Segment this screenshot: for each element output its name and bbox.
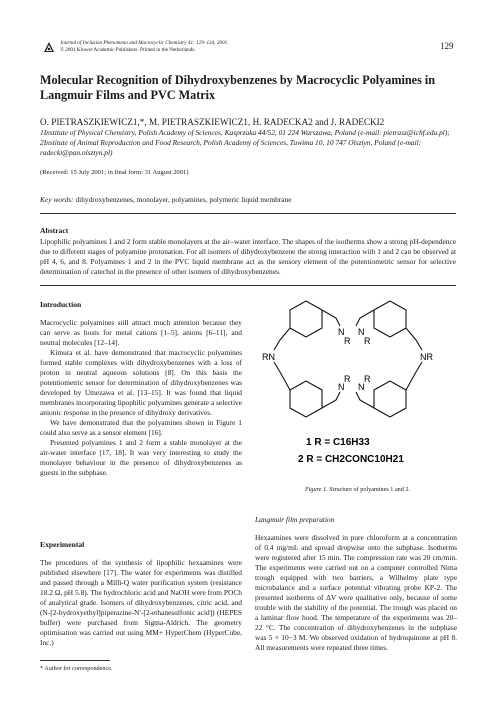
label-rn: RN xyxy=(262,352,275,362)
affiliations: 1Institute of Physical Chemistry, Polish Academy of Sciences, Kasprzaka 44/52, 01 224 Warszawa, Poland (e-mail: pietrasz@ichf.edu.pl); 2Institute of Animal Reproduction and Food Research, Polish Academy of Sciences, Tuwima 10, 10 747 Olsztyn, Poland (e-mail: radecki@pan.olsztyn.pl) xyxy=(40,128,450,157)
author-list: O. PIETRASZKIEWICZ1,*, M. PIETRASZKIEWICZ1, H. RADECKA2 and J. RADECKI2 xyxy=(40,117,385,127)
keywords-label: Key words: xyxy=(40,195,74,204)
intro-paragraph-2: Kimura et al. have demonstrated that macrocyclic polyamines formed stable complexes with dihydroxybenzenes with a loss of proton in neutral aqueous solutions [8]. On this basis the potentiometric sensor for determination of dihydroxybenzenes was developed by Umezawa et al. [13–15]. It was found that liquid membranes incorporating lipophilic polyamines generate a selective anionic response in the presence of dihydroxy derivatives. xyxy=(40,348,242,417)
figure-caption-text: Structure of polyamines 1 and 2. xyxy=(329,486,411,493)
figure-1-structure xyxy=(258,300,458,480)
macrocycle-skeleton xyxy=(274,301,422,417)
langmuir-paragraph-1: Hexaamines were dissolved in pure chloroform at a concentration of 0.4 mg/mL and spread dropwise onto the subphase. Isotherms were registered after 15 min. The compression rate was 20 cm/min. The experiments were carried out on a computer controlled Nima trough equipped with two barriers, a Wilhelmy plate type microbalance and a surface potential vibrating probe KP-2. The presented isotherms of ΔV were qualitative only, because of some trouble with the stability of the potential. The trough was placed on a laminar flow hood. The temperature of the experiments was 20–22 °C. The concentration of dihydroxybenzenes in the subphase was 5 × 10−3 M. We observed oxidation of hydroquinone at pH 8. All measurements were repeated three times. xyxy=(255,533,457,652)
experimental-paragraph-1: The procedures of the synthesis of lipophilic hexaamines were published elsewhere [17]. The water for experiments was distilled and passed through a Milli-Q water purification system (resistance 18.2 Ω, pH 5.8). The hydrochloric acid and NaOH were from POCh of analytical grade. Isomers of dihydroxybenzenes, citric acid, and (N-[2-hydroxyethyl]piperazine-N′-[2-ethanesulfonic acid]) (HEPES buffer) were purchased from Sigma-Aldrich. The geometry optimisation was carried out using MM+ HyperChem (HyperCube, Inc.) xyxy=(40,558,242,647)
label-nr: NR xyxy=(420,352,433,362)
page-number: 129 xyxy=(440,41,454,51)
label-n4: N xyxy=(358,382,365,392)
publisher-logo-icon xyxy=(42,40,56,54)
keywords-line xyxy=(40,195,460,204)
introduction-body xyxy=(40,318,242,478)
intro-paragraph-1: Macrocyclic polyamines still attract much attention because they can serve as hosts for metal cations [1–5], anions [6–11], and neutral molecules [12–14]. xyxy=(40,318,242,347)
label-r1: R xyxy=(344,336,351,346)
figure-caption-label: Figure 1. xyxy=(304,486,328,493)
introduction-heading: Introduction xyxy=(40,300,82,309)
footnote-rule xyxy=(40,660,110,661)
received-dates: (Received: 15 July 2001; in final form: 31 August 2001) xyxy=(40,169,189,176)
intro-paragraph-4: Presented polyamines 1 and 2 form a stable monolayer at the air-water interface [17, 18]. It was very interesting to study the monolayer behaviour in the presence of dihydroxybenzenes as guests in the subphase. xyxy=(40,438,242,477)
article-title: Molecular Recognition of Dihydroxybenzenes by Macrocyclic Polyamines in Langmuir Films and PVC Matrix xyxy=(40,73,436,102)
label-n1: N xyxy=(338,327,345,337)
label-r2: R xyxy=(364,336,371,346)
intro-paragraph-3: We have demonstrated that the polyamines shown in Figure 1 could also serve as a sensor element [16]. xyxy=(40,418,242,437)
keywords-text: dihydroxybenzenes, monolayer, polyamines, polymeric liquid membrane xyxy=(75,195,292,204)
langmuir-heading: Langmuir film preparation xyxy=(255,515,335,524)
label-r4: R xyxy=(364,374,371,384)
figure-legend-2: 2 R = CH2CONC10H21 xyxy=(298,454,404,465)
label-n2: N xyxy=(358,327,365,337)
footnote: * Author for correspondence. xyxy=(40,665,113,672)
label-n3: N xyxy=(338,382,345,392)
experimental-body xyxy=(40,558,242,648)
label-r3: R xyxy=(344,374,351,384)
figure-caption xyxy=(255,486,460,493)
journal-citation: Journal of Inclusion Phenomena and Macrocyclic Chemistry 41: 129–134, 2001. xyxy=(60,40,229,46)
abstract-heading: Abstract xyxy=(40,226,69,235)
langmuir-body xyxy=(255,533,457,653)
rule-bottom xyxy=(40,285,456,286)
experimental-heading: Experimental xyxy=(40,540,85,549)
figure-legend-1: 1 R = C16H33 xyxy=(306,437,370,448)
rule-top xyxy=(40,213,456,214)
journal-header xyxy=(60,40,400,54)
copyright-line: © 2001 Kluwer Academic Publishers. Printed in the Netherlands. xyxy=(60,47,196,53)
abstract-text: Lipophilic polyamines 1 and 2 form stable monolayers at the air–water interface. The shapes of the isotherms show a strong pH-dependence due to different stages of polyamine protonation. For all isomers of dihydroxybenzene the strong interaction with 1 and 2 can be observed at pH 4, 6, and 8. Polyamines 1 and 2 in the PVC liquid membrane act as the sensory element of the potentiometric sensor for selective determination of catechol in the presence of other isomers of dihydroxybenzenes. xyxy=(40,237,456,276)
